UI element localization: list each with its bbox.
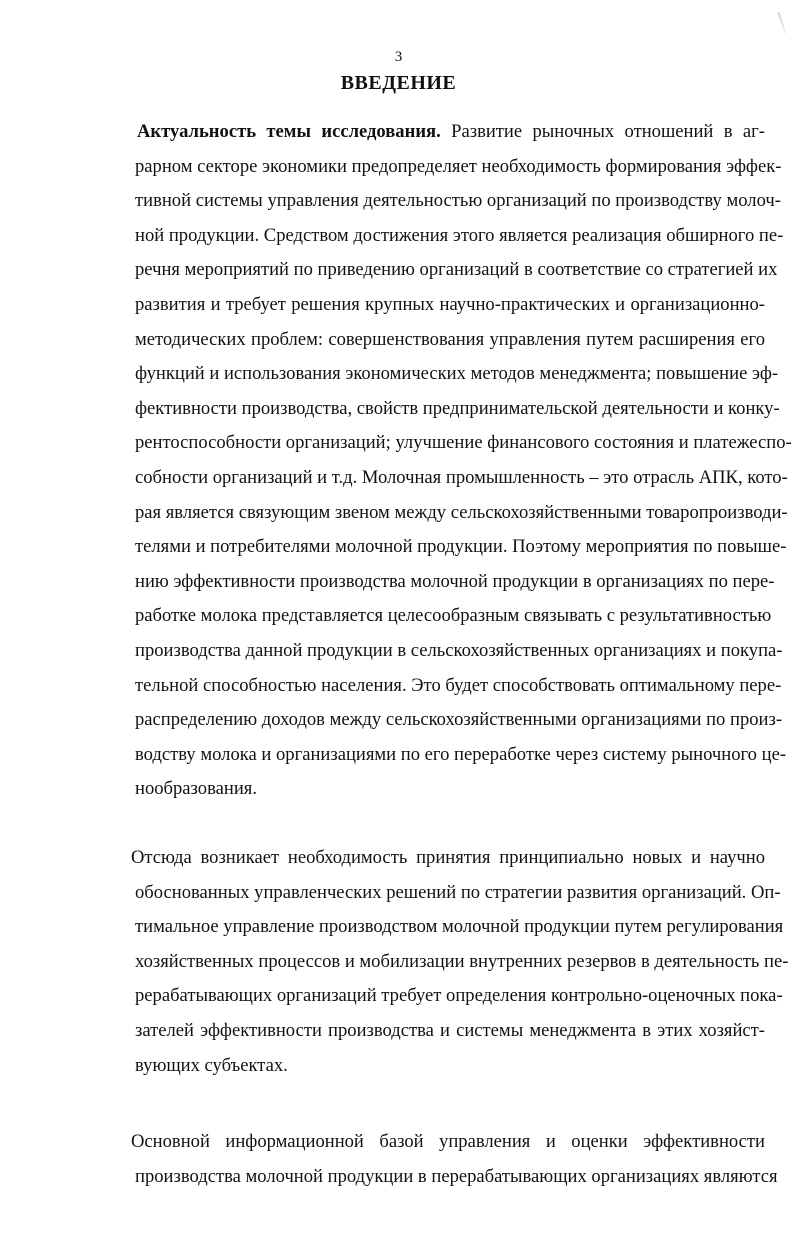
- paragraph-necessity-first: [131, 841, 765, 876]
- paragraph-line: рая является связующим звеном между сельскохозяйственными товаропроизводи-: [135, 501, 788, 523]
- scan-artifact: [778, 12, 787, 34]
- paragraph-line: производства данной продукции в сельскохозяйственных организациях и покупа-: [135, 639, 783, 661]
- paragraph-relevance: [137, 115, 765, 150]
- paragraph-line: рентоспособности организаций; улучшение финансового состояния и платежеспо-: [135, 432, 792, 454]
- paragraph-line: Отсюда возникает необходимость принятия принципиально новых и научно: [131, 847, 765, 868]
- paragraph-line: функций и использования экономических методов менеджмента; повышение эф-: [135, 363, 779, 385]
- paragraph-line: фективности производства, свойств предпринимательской деятельности и конку-: [135, 397, 780, 419]
- paragraph-information-body: [135, 1160, 778, 1195]
- paragraph-line: зателей эффективности производства и системы менеджмента в этих хозяйст-: [135, 1019, 765, 1041]
- paragraph-line: телями и потребителями молочной продукции. Поэтому мероприятия по повыше-: [135, 536, 787, 558]
- paragraph-line: собности организаций и т.д. Молочная промышленность – это отрасль АПК, кото-: [135, 466, 788, 488]
- paragraph-line: рерабатывающих организаций требует определения контрольно-оценочных пока-: [135, 985, 783, 1007]
- paragraph-line: работке молока представляется целесообразным связывать с результативностью: [135, 605, 772, 627]
- section-heading: ВВЕДЕНИЕ: [340, 72, 457, 94]
- paragraph-line: распределению доходов между сельскохозяйственными организациями по произ-: [135, 709, 783, 731]
- paragraph-line: нообразования.: [135, 778, 257, 800]
- paragraph-necessity-body: [135, 876, 789, 1084]
- paragraph-line: развития и требует решения крупных научно-практических и организационно-: [135, 293, 765, 315]
- paragraph-line: хозяйственных процессов и мобилизации внутренних резервов в деятельность пе-: [135, 950, 789, 972]
- paragraph-line: водству молока и организациями по его переработке через систему рыночного це-: [135, 743, 787, 765]
- paragraph-line: тельной способностью населения. Это будет способствовать оптимальному пере-: [135, 674, 782, 696]
- paragraph-line: вующих субъектах.: [135, 1054, 288, 1076]
- paragraph-line: Основной информационной базой управления и оценки эффективности: [131, 1131, 765, 1152]
- paragraph-line: рарном секторе экономики предопределяет необходимость формирования эффек-: [135, 155, 782, 177]
- paragraph-line: ной продукции. Средством достижения этого является реализация обширного пе-: [135, 224, 784, 246]
- paragraph-line: речня мероприятий по приведению организаций в соответствие со стратегией их: [135, 259, 778, 281]
- paragraph-line: тимальное управление производством молочной продукции путем регулирования: [135, 916, 784, 938]
- paragraph-lead-rest: Развитие рыночных отношений в аг-: [440, 121, 765, 142]
- paragraph-line: нию эффективности производства молочной продукции в организациях по пере-: [135, 570, 775, 592]
- paragraph-relevance-body: [135, 150, 792, 807]
- paragraph-line: обоснованных управленческих решений по стратегии развития организаций. Оп-: [135, 881, 781, 903]
- paragraph-lead: Актуальность темы исследования.: [137, 121, 441, 142]
- paragraph-line: тивной системы управления деятельностью организаций по производству молоч-: [135, 190, 781, 212]
- page-number: 3: [394, 49, 403, 65]
- paragraph-line: производства молочной продукции в перерабатывающих организациях являются: [135, 1165, 778, 1187]
- paragraph-information-first: [131, 1125, 765, 1160]
- paragraph-line: методических проблем: совершенствования управления путем расширения его: [135, 328, 765, 350]
- paragraph-line: [137, 115, 765, 150]
